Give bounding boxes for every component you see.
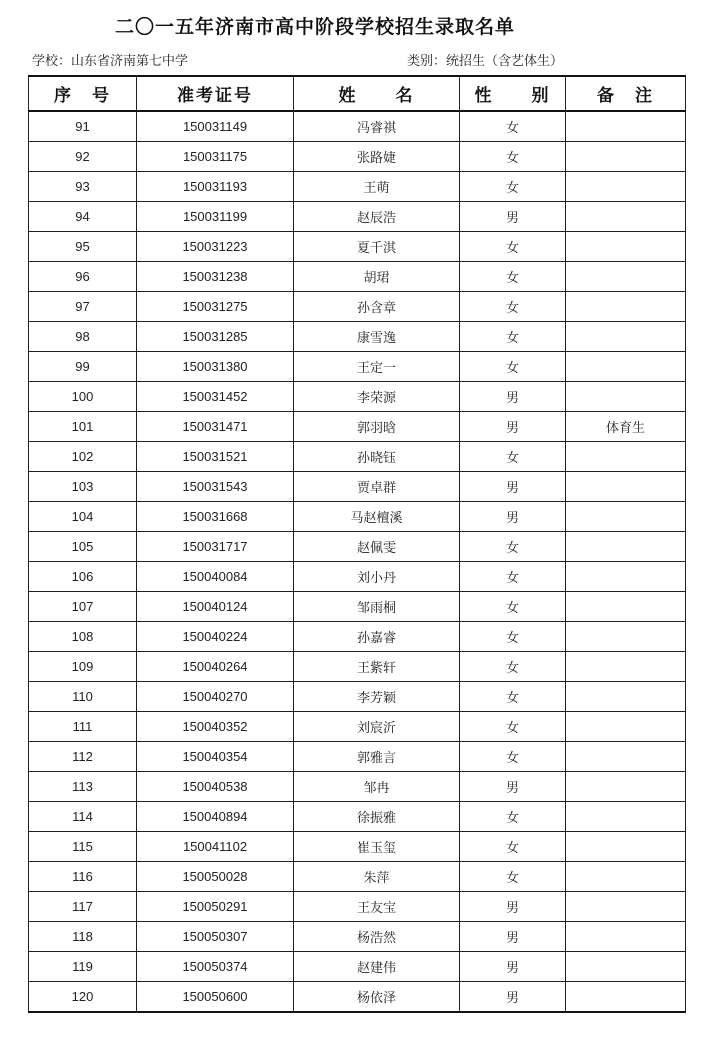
table-row	[29, 652, 686, 682]
cell-serial: 92	[29, 142, 137, 172]
cell-name: 王紫轩	[294, 652, 460, 682]
cell-exam-id: 150031543	[137, 472, 294, 502]
cell-remark	[566, 562, 686, 592]
cell-sex: 男	[460, 922, 566, 952]
cell-remark	[566, 352, 686, 382]
cell-sex: 女	[460, 802, 566, 832]
cell-name: 孙含章	[294, 292, 460, 322]
table-row	[29, 232, 686, 262]
cell-sex: 女	[460, 742, 566, 772]
cell-sex: 女	[460, 592, 566, 622]
cell-name: 邹冉	[294, 772, 460, 802]
cell-remark	[566, 832, 686, 862]
category-label: 类别：统招生（含艺体生）	[407, 54, 564, 69]
cell-serial: 120	[29, 982, 137, 1013]
cell-serial: 102	[29, 442, 137, 472]
cell-serial: 119	[29, 952, 137, 982]
table-row	[29, 922, 686, 952]
page-title: 二〇一五年济南市高中阶段学校招生录取名单	[114, 16, 515, 38]
cell-sex: 女	[460, 652, 566, 682]
cell-exam-id: 150031175	[137, 142, 294, 172]
cell-name: 胡珺	[294, 262, 460, 292]
cell-exam-id: 150031275	[137, 292, 294, 322]
cell-name: 郭羽晗	[294, 412, 460, 442]
cell-name: 贾卓群	[294, 472, 460, 502]
cell-exam-id: 150040084	[137, 562, 294, 592]
cell-remark	[566, 232, 686, 262]
cell-sex: 女	[460, 682, 566, 712]
cell-sex: 女	[460, 142, 566, 172]
admission-table	[28, 75, 686, 1013]
cell-serial: 111	[29, 712, 137, 742]
header-remark: 备 注	[566, 76, 686, 111]
cell-serial: 107	[29, 592, 137, 622]
cell-remark	[566, 202, 686, 232]
table-row	[29, 622, 686, 652]
table-row	[29, 682, 686, 712]
cell-remark	[566, 652, 686, 682]
table-row	[29, 802, 686, 832]
table-row	[29, 772, 686, 802]
table-row	[29, 592, 686, 622]
cell-remark	[566, 892, 686, 922]
school-label: 学校：山东省济南第七中学	[32, 54, 189, 69]
table-row	[29, 352, 686, 382]
table-row	[29, 472, 686, 502]
cell-remark	[566, 742, 686, 772]
cell-name: 杨依泽	[294, 982, 460, 1013]
cell-name: 赵建伟	[294, 952, 460, 982]
cell-exam-id: 150040224	[137, 622, 294, 652]
table-row	[29, 502, 686, 532]
cell-exam-id: 150050307	[137, 922, 294, 952]
cell-exam-id: 150040354	[137, 742, 294, 772]
cell-serial: 101	[29, 412, 137, 442]
cell-name: 李荣源	[294, 382, 460, 412]
cell-remark	[566, 292, 686, 322]
cell-name: 夏千淇	[294, 232, 460, 262]
cell-sex: 男	[460, 982, 566, 1013]
cell-serial: 91	[29, 111, 137, 142]
cell-remark	[566, 532, 686, 562]
cell-name: 朱萍	[294, 862, 460, 892]
cell-name: 赵佩雯	[294, 532, 460, 562]
table-row	[29, 202, 686, 232]
cell-exam-id: 150050028	[137, 862, 294, 892]
cell-remark	[566, 442, 686, 472]
cell-name: 康雪逸	[294, 322, 460, 352]
cell-serial: 104	[29, 502, 137, 532]
cell-exam-id: 150031717	[137, 532, 294, 562]
cell-serial: 97	[29, 292, 137, 322]
cell-name: 郭雅言	[294, 742, 460, 772]
cell-serial: 96	[29, 262, 137, 292]
table-row	[29, 712, 686, 742]
table-row	[29, 892, 686, 922]
table-row	[29, 322, 686, 352]
table-row	[29, 382, 686, 412]
cell-exam-id: 150040352	[137, 712, 294, 742]
cell-name: 马赵檀溪	[294, 502, 460, 532]
cell-sex: 男	[460, 502, 566, 532]
cell-serial: 108	[29, 622, 137, 652]
cell-remark	[566, 982, 686, 1013]
table-row	[29, 111, 686, 142]
cell-remark	[566, 172, 686, 202]
cell-exam-id: 150050600	[137, 982, 294, 1013]
table-row	[29, 982, 686, 1013]
cell-sex: 女	[460, 352, 566, 382]
cell-remark	[566, 322, 686, 352]
cell-sex: 男	[460, 952, 566, 982]
cell-exam-id: 150040264	[137, 652, 294, 682]
cell-exam-id: 150040270	[137, 682, 294, 712]
table-row	[29, 532, 686, 562]
cell-name: 孙晓钰	[294, 442, 460, 472]
cell-remark	[566, 592, 686, 622]
table-header-row	[29, 76, 686, 111]
cell-serial: 118	[29, 922, 137, 952]
table-row	[29, 562, 686, 592]
cell-sex: 男	[460, 892, 566, 922]
cell-exam-id: 150041102	[137, 832, 294, 862]
cell-exam-id: 150050374	[137, 952, 294, 982]
table-row	[29, 172, 686, 202]
table-row	[29, 142, 686, 172]
header-name: 姓 名	[294, 76, 460, 111]
table-row	[29, 442, 686, 472]
cell-serial: 95	[29, 232, 137, 262]
cell-sex: 女	[460, 442, 566, 472]
cell-sex: 女	[460, 322, 566, 352]
cell-remark	[566, 502, 686, 532]
header-sex: 性 别	[460, 76, 566, 111]
cell-serial: 105	[29, 532, 137, 562]
cell-name: 崔玉玺	[294, 832, 460, 862]
cell-exam-id: 150050291	[137, 892, 294, 922]
cell-serial: 109	[29, 652, 137, 682]
table-row	[29, 292, 686, 322]
cell-remark	[566, 922, 686, 952]
cell-exam-id: 150031223	[137, 232, 294, 262]
cell-remark	[566, 472, 686, 502]
cell-name: 王友宝	[294, 892, 460, 922]
cell-name: 刘宸沂	[294, 712, 460, 742]
cell-name: 徐振雅	[294, 802, 460, 832]
cell-sex: 女	[460, 232, 566, 262]
cell-sex: 女	[460, 532, 566, 562]
cell-sex: 女	[460, 712, 566, 742]
cell-remark	[566, 111, 686, 142]
cell-exam-id: 150031471	[137, 412, 294, 442]
cell-sex: 女	[460, 562, 566, 592]
cell-sex: 女	[460, 862, 566, 892]
cell-name: 赵辰浩	[294, 202, 460, 232]
table-row	[29, 742, 686, 772]
cell-name: 杨浩然	[294, 922, 460, 952]
cell-remark: 体育生	[566, 412, 686, 442]
cell-sex: 女	[460, 292, 566, 322]
cell-serial: 103	[29, 472, 137, 502]
cell-name: 李芳颖	[294, 682, 460, 712]
cell-serial: 117	[29, 892, 137, 922]
table-row	[29, 832, 686, 862]
cell-serial: 113	[29, 772, 137, 802]
cell-name: 孙嘉睿	[294, 622, 460, 652]
cell-sex: 男	[460, 202, 566, 232]
cell-serial: 106	[29, 562, 137, 592]
cell-exam-id: 150040894	[137, 802, 294, 832]
cell-exam-id: 150031199	[137, 202, 294, 232]
cell-serial: 116	[29, 862, 137, 892]
cell-remark	[566, 772, 686, 802]
cell-remark	[566, 682, 686, 712]
cell-remark	[566, 952, 686, 982]
cell-remark	[566, 712, 686, 742]
cell-exam-id: 150031521	[137, 442, 294, 472]
cell-exam-id: 150031285	[137, 322, 294, 352]
cell-name: 王萌	[294, 172, 460, 202]
header-exam-id: 准考证号	[137, 76, 294, 111]
cell-serial: 99	[29, 352, 137, 382]
cell-sex: 男	[460, 472, 566, 502]
cell-sex: 女	[460, 622, 566, 652]
cell-sex: 男	[460, 412, 566, 442]
cell-sex: 男	[460, 382, 566, 412]
cell-remark	[566, 382, 686, 412]
cell-exam-id: 150040538	[137, 772, 294, 802]
cell-exam-id: 150031380	[137, 352, 294, 382]
cell-name: 刘小丹	[294, 562, 460, 592]
cell-name: 邹雨桐	[294, 592, 460, 622]
cell-serial: 115	[29, 832, 137, 862]
header-serial: 序 号	[29, 76, 137, 111]
table-row	[29, 412, 686, 442]
cell-sex: 女	[460, 262, 566, 292]
cell-exam-id: 150031668	[137, 502, 294, 532]
cell-remark	[566, 262, 686, 292]
cell-exam-id: 150031238	[137, 262, 294, 292]
table-row	[29, 862, 686, 892]
cell-remark	[566, 862, 686, 892]
cell-serial: 98	[29, 322, 137, 352]
cell-exam-id: 150031452	[137, 382, 294, 412]
cell-remark	[566, 622, 686, 652]
cell-name: 冯睿祺	[294, 111, 460, 142]
cell-serial: 93	[29, 172, 137, 202]
table-row	[29, 952, 686, 982]
table-row	[29, 262, 686, 292]
cell-serial: 114	[29, 802, 137, 832]
cell-sex: 女	[460, 832, 566, 862]
cell-remark	[566, 802, 686, 832]
cell-exam-id: 150031149	[137, 111, 294, 142]
cell-sex: 男	[460, 772, 566, 802]
cell-serial: 100	[29, 382, 137, 412]
cell-sex: 女	[460, 111, 566, 142]
cell-serial: 94	[29, 202, 137, 232]
cell-sex: 女	[460, 172, 566, 202]
cell-serial: 112	[29, 742, 137, 772]
cell-exam-id: 150040124	[137, 592, 294, 622]
cell-exam-id: 150031193	[137, 172, 294, 202]
cell-name: 王定一	[294, 352, 460, 382]
cell-remark	[566, 142, 686, 172]
cell-serial: 110	[29, 682, 137, 712]
cell-name: 张路婕	[294, 142, 460, 172]
